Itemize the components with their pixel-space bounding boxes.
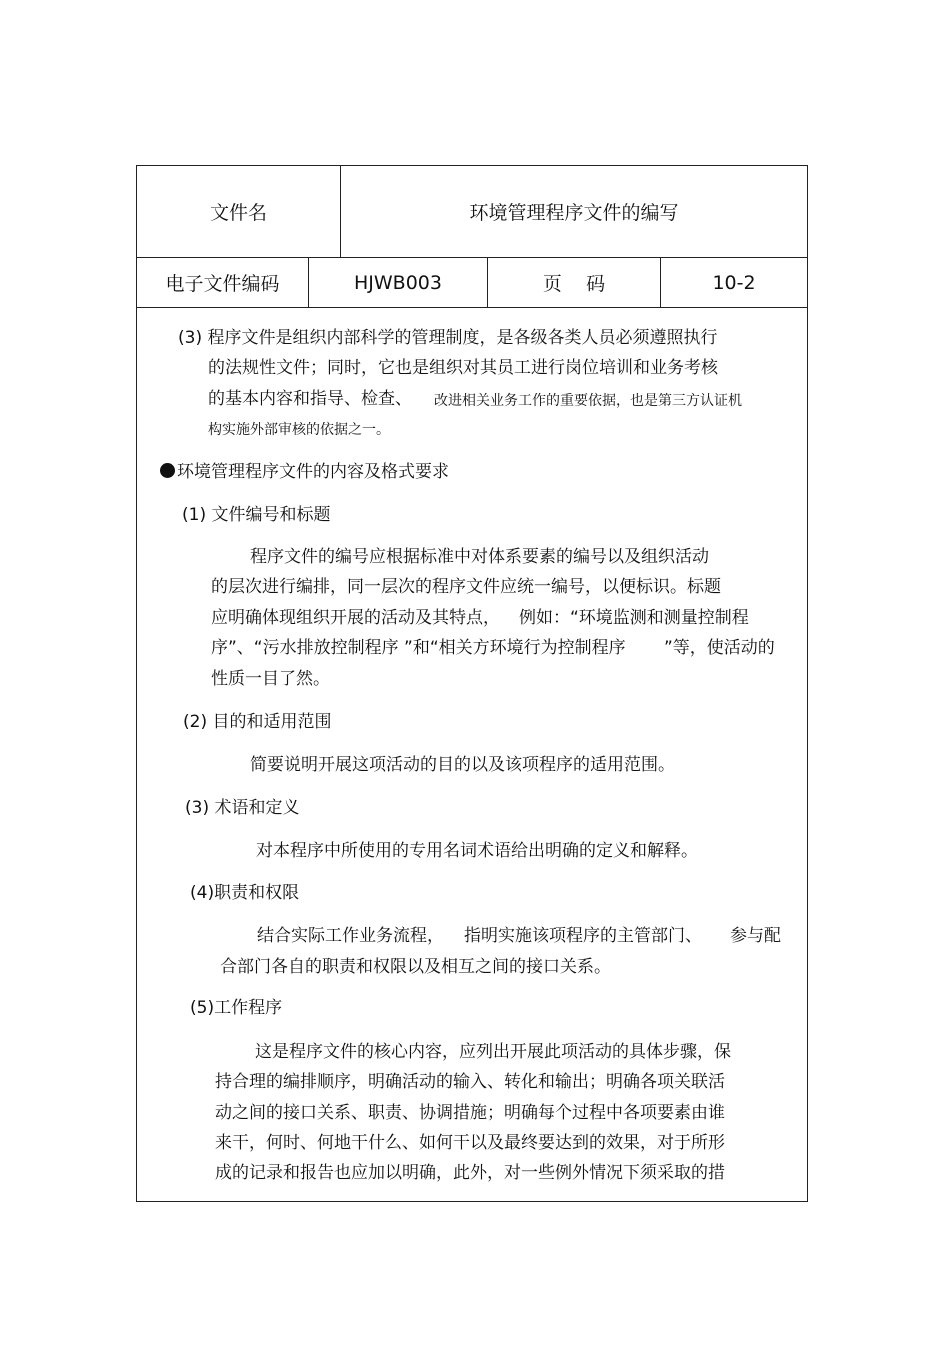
- subsection-1-line-1: 程序文件的编号应根据标准中对体系要素的编号以及组织活动: [250, 547, 709, 567]
- subsection-4-title: (4)职责和权限: [190, 883, 300, 903]
- row-divider: [137, 307, 807, 308]
- file-name-label: 文件名: [209, 202, 267, 224]
- subsection-5-line-5: 成的记录和报告也应加以明确，此外，对一些例外情况下须采取的措: [215, 1163, 725, 1183]
- subsection-4-line-2: 合部门各自的职责和权限以及相互之间的接口关系。: [220, 957, 611, 977]
- subsection-5-line-3: 动之间的接口关系、职责、协调措施；明确每个过程中各项要素由谁: [215, 1103, 725, 1123]
- subsection-5-line-4: 来干，何时、何地干什么、如何干以及最终要达到的效果，对于所形: [215, 1133, 725, 1153]
- subsection-2-line-1: 简要说明开展这项活动的目的以及该项程序的适用范围。: [250, 755, 675, 775]
- code-label: 电子文件编码: [165, 273, 280, 295]
- subsection-1-line-3b: 例如：“环境监测和测量控制程: [519, 608, 749, 628]
- code-value: HJWB003: [354, 271, 442, 294]
- subsection-1-line-3a: 应明确体现组织开展的活动及其特点，: [211, 608, 500, 628]
- subsection-1-line-2: 的层次进行编排，同一层次的程序文件应统一编号，以便标识。标题: [211, 577, 721, 597]
- subsection-4-line-1c: 参与配: [730, 926, 781, 946]
- subsection-5-line-1: 这是程序文件的核心内容，应列出开展此项活动的具体步骤，保: [255, 1042, 731, 1062]
- subsection-1-title: (1) 文件编号和标题: [182, 505, 331, 525]
- subsection-3-title: (3) 术语和定义: [185, 798, 300, 818]
- paragraph-3-line-3b: 改进相关业务工作的重要依据，也是第三方认证机: [434, 393, 742, 409]
- subsection-2-title: (2) 目的和适用范围: [183, 712, 332, 732]
- subsection-1-line-5: 性质一目了然。: [211, 669, 330, 689]
- subsection-5-title: (5)工作程序: [190, 998, 283, 1018]
- subsection-1-line-4a: 序”、“污水排放控制程序 ”和“相关方环境行为控制程序: [211, 638, 626, 658]
- file-name-value: 环境管理程序文件的编写: [469, 202, 679, 224]
- subsection-4-line-1b: 指明实施该项程序的主管部门、: [464, 926, 702, 946]
- section-heading-text: 环境管理程序文件的内容及格式要求: [177, 462, 449, 482]
- paragraph-3-line-1: (3) 程序文件是组织内部科学的管理制度，是各级各类人员必须遵照执行: [178, 328, 718, 348]
- subsection-4-line-1a: 结合实际工作业务流程，: [257, 926, 444, 946]
- bullet-icon: [160, 463, 175, 478]
- paragraph-3-line-2: 的法规性文件；同时，它也是组织对其员工进行岗位培训和业务考核: [208, 358, 718, 378]
- page-label: 页 码: [542, 273, 606, 295]
- section-heading: [160, 462, 449, 482]
- paragraph-3-line-4: 构实施外部审核的依据之一。: [208, 422, 390, 438]
- subsection-1-line-4b: ”等，使活动的: [664, 638, 775, 658]
- paragraph-3-line-3a: 的基本内容和指导、检查、: [208, 389, 412, 409]
- page-value: 10-2: [712, 271, 756, 294]
- subsection-5-line-2: 持合理的编排顺序，明确活动的输入、转化和输出；明确各项关联活: [215, 1072, 725, 1092]
- subsection-3-line-1: 对本程序中所使用的专用名词术语给出明确的定义和解释。: [256, 841, 698, 861]
